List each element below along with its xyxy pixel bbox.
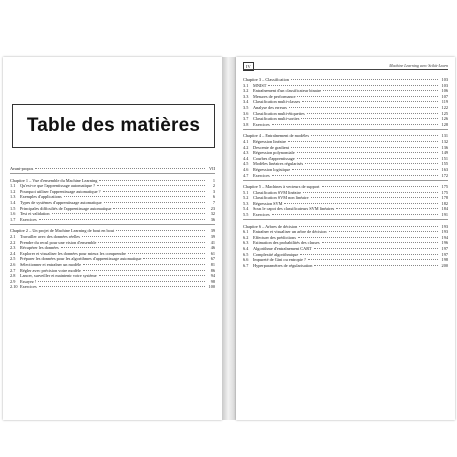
header-rule [243,69,448,70]
toc-section-number: 2.1 [10,233,16,239]
toc-section-number: 6.1 [243,229,249,235]
toc-entry-title: Pourquoi utiliser l'apprentissage automatique ? [20,188,101,194]
toc-entry-title: Régression SVM [253,200,283,206]
toc-entry-title: Courbes d'apprentissage [253,155,295,161]
toc-leader-dots [98,242,205,243]
toc-page-number: 151 [441,155,448,161]
toc-entry-title: Avant-propos [10,166,34,171]
toc-leader-dots [61,247,205,248]
toc-list-left [10,166,215,290]
toc-leader-dots [38,281,205,282]
toc-leader-dots [301,118,438,119]
toc-page-number: 198 [441,257,448,263]
toc-leader-dots [302,101,438,102]
toc-page-number: 122 [441,104,448,110]
toc-section-number: 1.2 [10,188,16,194]
toc-leader-dots [322,242,438,243]
toc-page-number: 23 [210,205,215,211]
toc-page-number: 155 [441,161,448,167]
toc-page-number: 7 [212,199,215,205]
toc-leader-dots [298,237,438,238]
toc-section-number: 2.5 [10,256,16,262]
toc-page-number: 194 [441,234,448,240]
toc-entry-title: Préparer les données pour les algorithmes d'apprentissage automatique [20,256,142,262]
toc-section-number: 1.6 [10,211,16,217]
toc-page-number: 197 [441,246,448,252]
toc-leader-dots [311,135,438,136]
toc-page-number: 193 [441,223,448,229]
toc-leader-dots [97,185,205,186]
toc-page-number: 67 [210,256,215,262]
right-page [236,57,455,420]
toc-entry-title: Travailler avec des données réelles [20,233,80,239]
toc-entry-title: Exercices [20,284,37,290]
toc-section-number: 5.3 [243,200,249,206]
toc-separator [10,173,215,174]
toc-entry-title: Analyse des erreurs [253,104,287,110]
toc-page-number: 107 [441,93,448,99]
toc-section-number: 2.4 [10,250,16,256]
toc-leader-dots [297,152,438,153]
toc-leader-dots [291,79,438,80]
toc-entry-title: Test et validation [20,211,50,217]
toc-title-box [12,104,215,148]
toc-entry-title: Complexité algorithmique [253,251,299,257]
toc-entry-title: Algorithme d'entraînement CART [253,246,312,252]
toc-page-number: 197 [441,251,448,257]
toc-leader-dots [103,191,206,192]
toc-entry-title: Récupérer les données [20,245,59,251]
toc-entry-title: Qu'est-ce que l'apprentissage automatique ? [20,183,96,189]
toc-page-number: 100 [208,284,215,290]
toc-entry-title: Sous le capot des classificateurs SVM linéaires [253,206,335,212]
toc-entry-title: Classification multi-étiquettes [253,110,305,116]
toc-page-number: 184 [441,206,448,212]
toc-leader-dots [268,85,438,86]
toc-page-number: 6 [212,194,215,200]
toc-leader-dots [272,175,438,176]
toc-section-number: 4.3 [243,150,249,156]
toc-page-number: 98 [210,278,215,284]
toc-entry-title: Lancer, surveiller et maintenir votre système [20,273,97,279]
toc-entry-title: Entraînement d'un classificateur binaire [253,88,322,94]
running-header: Machine Learning avec Scikit-Learn [389,63,448,68]
toc-section-number: 3.6 [243,110,249,116]
toc-page-number: 149 [441,150,448,156]
toc-entry-title: MNIST [253,82,267,88]
toc-section-number: 3.4 [243,99,249,105]
toc-leader-dots [311,197,439,198]
toc-page-number: 172 [441,172,448,178]
toc-entry-title: Régression logistique [253,166,291,172]
toc-section-number: 2.2 [10,239,16,245]
toc-section-number: 2.10 [10,284,18,290]
toc-page-number: 131 [441,133,448,139]
toc-entry-row [243,263,448,269]
toc-page-number: 106 [441,88,448,94]
toc-section-number: 3.2 [243,88,249,94]
toc-section-number: 4.6 [243,166,249,172]
toc-leader-dots [113,208,205,209]
toc-page-number: 175 [441,184,448,190]
toc-page-number: 103 [441,82,448,88]
toc-separator [243,219,448,220]
toc-leader-dots [272,124,438,125]
toc-section-number: 3.1 [243,82,249,88]
toc-leader-dots [284,203,438,204]
toc-entry-title: Exercices [253,212,270,218]
toc-leader-dots [322,186,439,187]
toc-section-number: 5.5 [243,212,249,218]
toc-entry-title: Modèles linéaires régularisés [253,161,304,167]
toc-entry-row [243,122,448,128]
toc-page-number: 163 [441,166,448,172]
toc-section-number: 4.4 [243,155,249,161]
toc-entry-row [10,284,215,290]
toc-entry-title: Exercices [253,172,270,178]
toc-leader-dots [336,208,438,209]
toc-separator [10,224,215,225]
toc-section-number: 1.1 [10,183,16,189]
toc-chapter-title: Chapitre 5 – Machines à vecteurs de support [243,184,320,190]
toc-leader-dots [35,168,205,169]
toc-entry-title: Classification SVM linéaire [253,189,301,195]
toc-entry-title: Estimation des probabilités des classes [253,240,320,246]
toc-leader-dots [288,141,438,142]
toc-leader-dots [305,163,438,164]
toc-entry-title: Descente de gradient [253,144,290,150]
toc-leader-dots [300,254,438,255]
toc-page-number: 41 [210,239,215,245]
toc-leader-dots [83,264,205,265]
toc-title: Table des matières [26,115,201,136]
toc-section-number: 6.5 [243,251,249,257]
toc-leader-dots [289,107,438,108]
toc-leader-dots [83,270,205,271]
toc-chapter-title: Chapitre 6 – Arbres de décision [243,223,298,229]
toc-entry-row [243,212,448,218]
toc-leader-dots [116,230,205,231]
toc-section-number: 2.8 [10,273,16,279]
toc-leader-dots [39,219,205,220]
toc-page-number: 39 [210,233,215,239]
toc-page-number: 2 [212,183,215,189]
toc-leader-dots [272,214,438,215]
toc-leader-dots [104,202,205,203]
toc-leader-dots [299,226,438,227]
toc-section-number: 1.3 [10,194,16,200]
toc-leader-dots [64,196,205,197]
toc-section-number: 3.7 [243,116,249,122]
toc-leader-dots [308,259,438,260]
toc-page-number: 46 [210,245,215,251]
toc-entry-title: Classification multi-sorties [253,116,300,122]
toc-section-number: 2.9 [10,278,16,284]
toc-page-number: 193 [441,229,448,235]
toc-entry-row [243,173,448,179]
toc-section-number: 6.2 [243,234,249,240]
toc-page-number: 132 [441,138,448,144]
toc-section-number: 2.7 [10,267,16,273]
toc-section-number: 5.2 [243,195,249,201]
toc-entry-title: Prendre du recul pour une vision d'ensemble [20,239,97,245]
toc-entry-title: Classification multi-classes [253,99,301,105]
toc-section-number: 1.5 [10,205,16,211]
toc-section-number: 4.5 [243,161,249,167]
toc-page-number: 1 [212,177,215,183]
toc-entry-row [10,166,215,172]
toc-separator [243,129,448,130]
toc-entry-title: Hyperparamètres de régularisation [253,262,313,268]
toc-page-number: 191 [441,212,448,218]
toc-entry-title: Essayez ! [20,278,37,284]
toc-section-number: 3.5 [243,104,249,110]
toc-section-number: 2.6 [10,261,16,267]
toc-entry-title: Régression linéaire [253,138,287,144]
toc-leader-dots [128,253,205,254]
toc-section-number: 1.4 [10,199,16,205]
toc-entry-title: Explorer et visualiser les données pour mieux les comprendre [20,250,126,256]
toc-entry-title: Sélectionner et entraîner un modèle [20,261,82,267]
toc-entry-title: Impureté de Gini ou entropie ? [253,257,306,263]
toc-section-number: 4.7 [243,172,249,178]
toc-page-number: 61 [210,250,215,256]
toc-entry-title: Classification SVM non linéaire [253,195,309,201]
toc-section-number: 1.7 [10,216,16,222]
toc-page-number: 32 [210,211,215,217]
toc-leader-dots [307,113,438,114]
toc-entry-title: Types de systèmes d'apprentissage automatique [20,199,102,205]
left-page [3,57,222,420]
toc-page-number: 3 [212,188,215,194]
toc-chapter-title: Chapitre 1 – Vue d'ensemble du Machine Learning [10,177,98,183]
toc-entry-title: Effectuer des prédictions [253,234,296,240]
toc-page-number: 36 [210,216,215,222]
toc-section-number: 4.1 [243,138,249,144]
toc-entry-title: Mesures de performance [253,93,296,99]
toc-leader-dots [297,96,438,97]
toc-entry-title: Exercices [20,216,37,222]
toc-page-number: 94 [210,273,215,279]
toc-leader-dots [82,236,205,237]
toc-page-number: 178 [441,195,448,201]
toc-separator [243,180,448,181]
toc-leader-dots [143,258,205,259]
toc-page-number: 136 [441,144,448,150]
toc-page-number: 196 [441,240,448,246]
toc-section-number: 6.4 [243,246,249,252]
toc-page-number: 125 [441,110,448,116]
toc-section-number: 4.2 [243,144,249,150]
toc-page-number: 175 [441,189,448,195]
toc-chapter-title: Chapitre 2 – Un projet de Machine Learning de bout en bout [10,228,115,234]
toc-page-number: 119 [441,99,448,105]
toc-leader-dots [297,158,438,159]
toc-entry-title: Exercices [253,121,270,127]
page-number: IV [243,62,254,71]
toc-chapter-title: Chapitre 4 – Entraînement de modèles [243,133,309,139]
toc-section-number: 3.3 [243,93,249,99]
toc-entry-title: Exemples d'applications [20,194,62,200]
toc-section-number: 5.4 [243,206,249,212]
toc-page-number: 200 [441,262,448,268]
toc-leader-dots [314,265,438,266]
toc-section-number: 2.3 [10,245,16,251]
toc-section-number: 3.8 [243,121,249,127]
toc-section-number: 6.6 [243,257,249,263]
toc-section-number: 5.1 [243,189,249,195]
toc-entry-title: Régression polynomiale [253,150,295,156]
toc-page-number: VII [209,166,215,171]
toc-section-number: 6.3 [243,240,249,246]
toc-entry-row [10,217,215,223]
toc-leader-dots [329,231,439,232]
book-spine [222,57,236,420]
toc-leader-dots [52,213,205,214]
toc-leader-dots [99,180,205,181]
toc-page-number: 128 [441,121,448,127]
toc-leader-dots [291,147,438,148]
toc-section-number: 6.7 [243,262,249,268]
toc-entry-title: Entraîner et visualiser un arbre de décision [253,229,327,235]
toc-page-number: 86 [210,267,215,273]
toc-leader-dots [99,275,205,276]
toc-chapter-title: Chapitre 3 – Classification [243,77,289,82]
toc-page-number: 103 [441,77,448,82]
toc-page-number: 81 [210,261,215,267]
toc-page-number: 126 [441,116,448,122]
toc-leader-dots [292,169,438,170]
toc-leader-dots [303,192,438,193]
toc-page-number: 39 [210,228,215,234]
toc-page-number: 182 [441,200,448,206]
toc-leader-dots [39,286,205,287]
toc-list-right [243,77,448,268]
toc-leader-dots [314,248,438,249]
toc-leader-dots [323,90,438,91]
toc-entry-title: Principales difficultés de l'apprentissage automatique [20,205,112,211]
toc-entry-title: Régler avec précision votre modèle [20,267,81,273]
